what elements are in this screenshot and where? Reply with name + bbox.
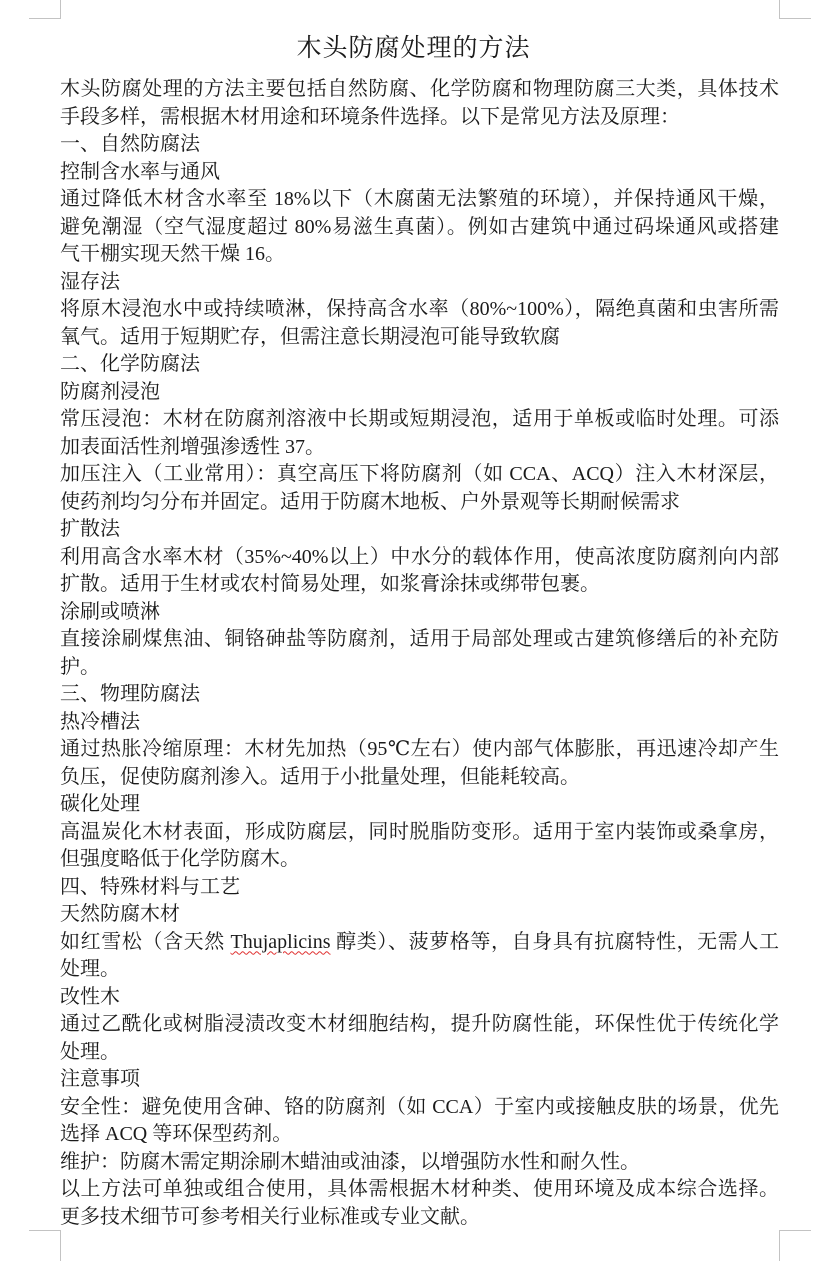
text-line	[60, 929, 779, 957]
paragraph	[60, 379, 779, 407]
text-line: 二、化学防腐法	[60, 353, 200, 375]
paragraph	[60, 791, 779, 819]
text-line: 通过热胀冷缩原理：木材先加热（95℃左右）使内部气体膨胀，再迅速冷却产生	[60, 738, 779, 760]
text-line: 扩散。适用于生材或农村简易处理，如浆膏涂抹或绑带包裹。	[60, 573, 600, 595]
text-boundary-mark-bottom-left	[60, 1230, 61, 1261]
text-line: 碳化处理	[60, 793, 140, 815]
text-line: 天然防腐木材	[60, 903, 180, 925]
paragraph	[60, 929, 779, 984]
text-line: 直接涂刷煤焦油、铜铬砷盐等防腐剂，适用于局部处理或古建筑修缮后的补充防	[60, 628, 779, 650]
text-line: 利用高含水率木材（35%~40%以上）中水分的载体作用，使高浓度防腐剂向内部	[60, 545, 779, 568]
paragraph	[60, 406, 779, 461]
text-line: 四、特殊材料与工艺	[60, 875, 240, 898]
text-line: 扩散法	[60, 518, 120, 540]
text-line: 处理。	[60, 1040, 120, 1063]
paragraph	[60, 351, 779, 379]
text-line: 木头防腐处理的方法主要包括自然防腐、化学防腐和物理防腐三大类，具体技术	[60, 78, 779, 100]
paragraph	[60, 626, 779, 681]
text-boundary-mark-bottom-left	[29, 1230, 61, 1231]
spellcheck-flagged-word: Thujaplicins	[230, 930, 331, 953]
paragraph	[60, 186, 779, 269]
paragraph	[60, 709, 779, 737]
paragraph	[60, 874, 779, 902]
text-line: 避免潮湿（空气湿度超过 80%易滋生真菌）。例如古建筑中通过码垛通风或搭建	[60, 215, 779, 238]
paragraph	[60, 736, 779, 791]
text-line: 加表面活性剂增强渗透性 37。	[60, 435, 325, 458]
text-line: 维护：防腐木需定期涂刷木蜡油或油漆，以增强防水性和耐久性。	[60, 1150, 640, 1173]
paragraph	[60, 269, 779, 297]
text-line: 热冷槽法	[60, 710, 140, 733]
paragraph	[60, 1066, 779, 1094]
text-line: 涂刷或喷淋	[60, 600, 160, 623]
paragraph	[60, 901, 779, 929]
text-line: 控制含水率与通风	[60, 160, 220, 183]
text-line: 气干棚实现天然干燥 16。	[60, 243, 285, 265]
text-line: 防腐剂浸泡	[60, 380, 160, 403]
text-line: 加压注入（工业常用）：真空高压下将防腐剂（如 CCA、ACQ）注入木材深层，	[60, 463, 779, 485]
paragraph	[60, 544, 779, 599]
paragraph	[60, 1011, 779, 1066]
text-line: 将原木浸泡水中或持续喷淋，保持高含水率（80%~100%），隔绝真菌和虫害所需	[60, 298, 779, 320]
text-line: 一、自然防腐法	[60, 133, 200, 155]
paragraph	[60, 1094, 779, 1149]
text-line: 手段多样，需根据木材用途和环境条件选择。以下是常见方法及原理：	[60, 105, 680, 128]
text-line: 处理。	[60, 958, 120, 980]
text-line: 护。	[60, 655, 100, 678]
text-boundary-mark-top-left	[60, 0, 61, 18]
text-line: 改性木	[60, 985, 120, 1008]
paragraph	[60, 516, 779, 544]
paragraph	[60, 461, 779, 516]
paragraph	[60, 984, 779, 1012]
paragraph	[60, 131, 779, 159]
text-line: 更多技术细节可参考相关行业标准或专业文献。	[60, 1205, 480, 1228]
text-line: 湿存法	[60, 270, 120, 293]
text-line: 但强度略低于化学防腐木。	[60, 848, 300, 870]
text-segment: 如红雪松（含天然	[60, 930, 231, 953]
text-boundary-mark-bottom-right	[779, 1230, 811, 1231]
page-title: 木头防腐处理的方法	[296, 35, 531, 62]
text-line: 注意事项	[60, 1068, 140, 1090]
text-boundary-mark-bottom-right	[779, 1230, 780, 1261]
text-line: 以上方法可单独或组合使用，具体需根据木材种类、使用环境及成本综合选择。	[60, 1178, 779, 1200]
paragraph	[60, 681, 779, 709]
paragraph	[60, 1149, 779, 1177]
text-line: 通过降低木材含水率至 18%以下（木腐菌无法繁殖的环境），并保持通风干燥，	[60, 188, 779, 210]
text-line: 常压浸泡：木材在防腐剂溶液中长期或短期浸泡，适用于单板或临时处理。可添	[60, 408, 779, 430]
paragraph	[60, 296, 779, 351]
text-line: 三、物理防腐法	[60, 683, 200, 705]
paragraph	[60, 1176, 779, 1231]
paragraph	[60, 599, 779, 627]
text-line: 高温炭化木材表面，形成防腐层，同时脱脂防变形。适用于室内装饰或桑拿房，	[60, 820, 779, 843]
text-line: 氧气。适用于短期贮存，但需注意长期浸泡可能导致软腐	[60, 325, 560, 348]
document-body	[60, 76, 779, 1231]
text-line: 选择 ACQ 等环保型药剂。	[60, 1123, 293, 1145]
text-segment: 醇类）、菠萝格等，自身具有抗腐特性，无需人工	[330, 930, 779, 953]
text-boundary-mark-top-right	[779, 18, 811, 19]
text-line: 负压，促使防腐剂渗入。适用于小批量处理，但能耗较高。	[60, 765, 580, 788]
text-boundary-mark-top-right	[779, 0, 780, 18]
text-line: 安全性：避免使用含砷、铬的防腐剂（如 CCA）于室内或接触皮肤的场景，优先	[60, 1095, 779, 1118]
text-line: 通过乙酰化或树脂浸渍改变木材细胞结构，提升防腐性能，环保性优于传统化学	[60, 1013, 779, 1035]
paragraph	[60, 76, 779, 131]
paragraph	[60, 159, 779, 187]
text-line: 使药剂均匀分布并固定。适用于防腐木地板、户外景观等长期耐候需求	[60, 490, 680, 513]
paragraph	[60, 819, 779, 874]
text-boundary-mark-top-left	[29, 18, 61, 19]
